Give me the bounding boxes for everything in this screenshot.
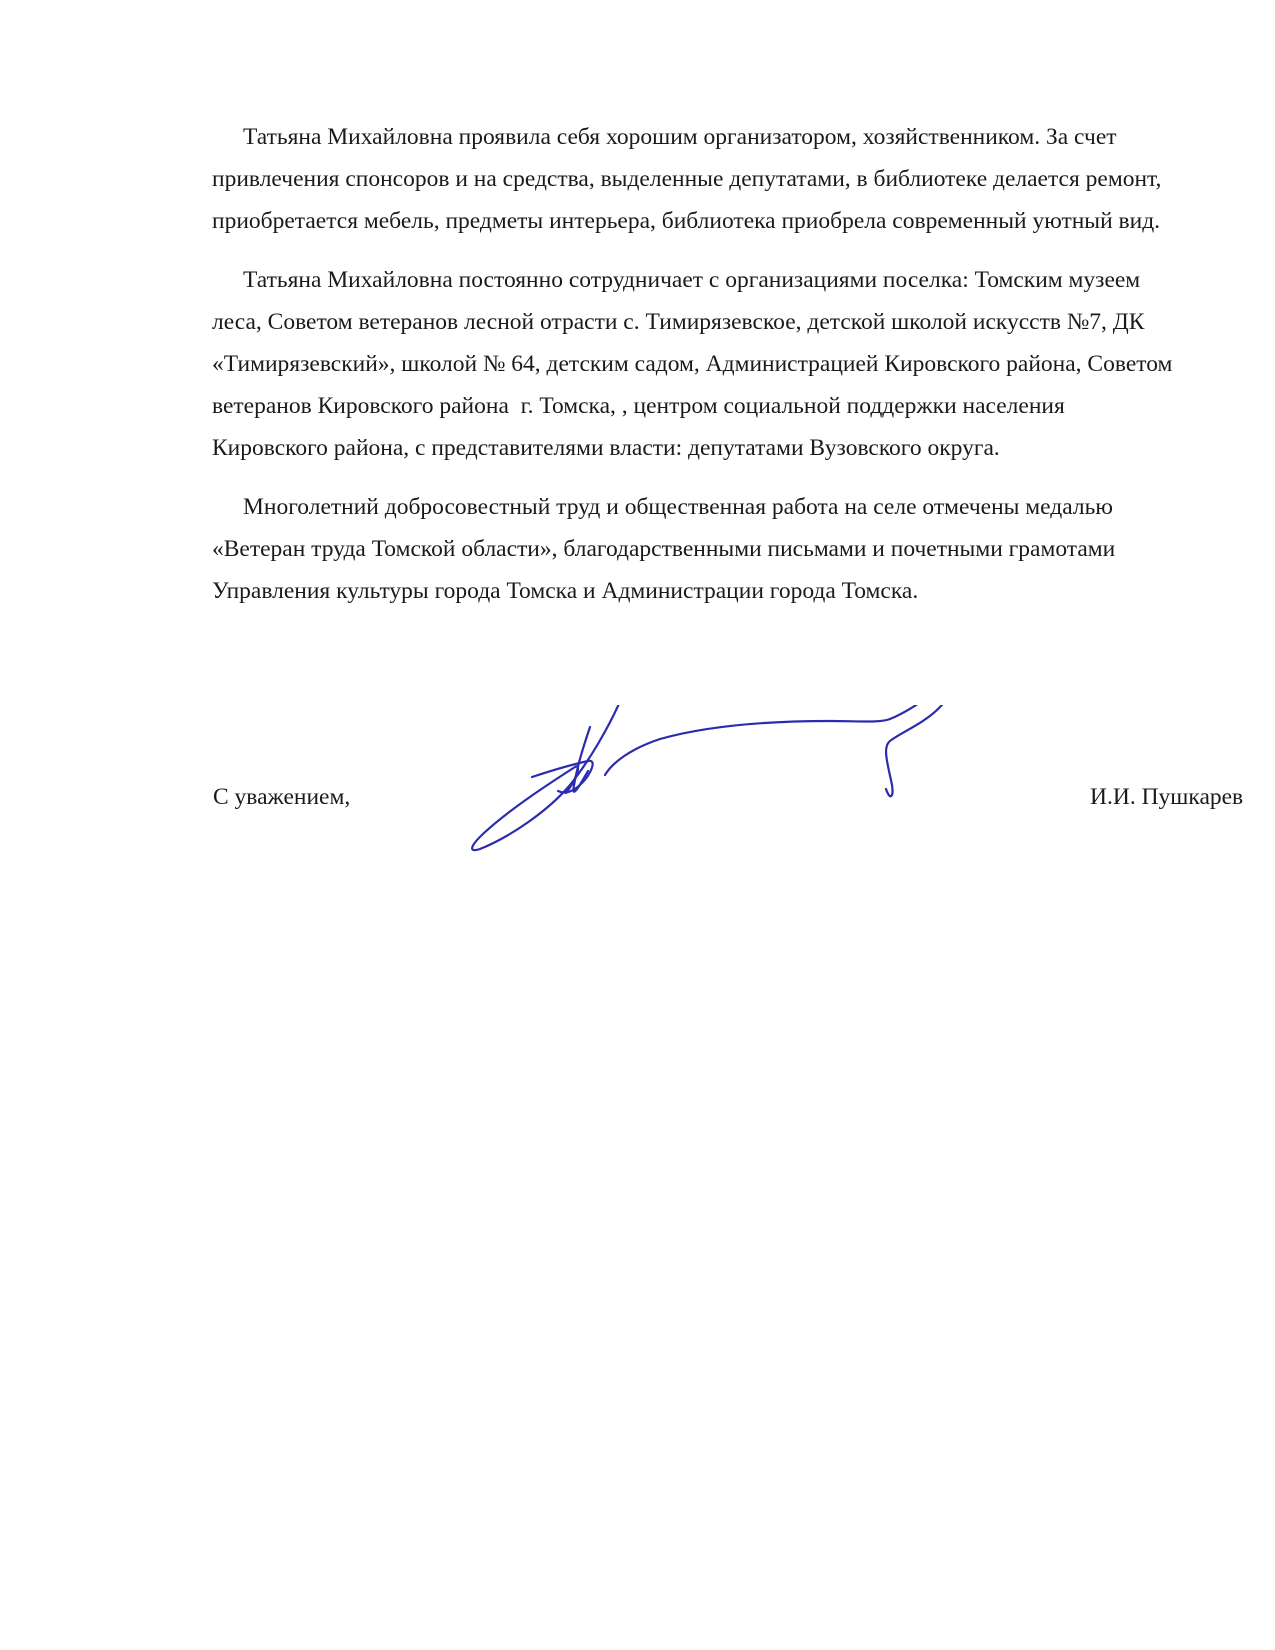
paragraph-line: леса, Советом ветеранов лесной отрасти с. Тимирязевское, детской школой искусств №7, ДК bbox=[212, 309, 1145, 335]
signer-name: И.И. Пушкарев bbox=[1090, 784, 1244, 810]
paragraph-cooperation bbox=[212, 259, 1252, 469]
paragraph-line: привлечения спонсоров и на средства, выделенные депутатами, в библиотеке делается ремонт, bbox=[212, 166, 1162, 192]
paragraph-organizer bbox=[212, 116, 1252, 242]
paragraph-line: Татьяна Михайловна постоянно сотрудничает с организациями поселка: Томским музеем bbox=[243, 267, 1141, 293]
closing-phrase: С уважением, bbox=[213, 784, 351, 810]
paragraph-awards bbox=[212, 486, 1252, 612]
signature-stroke bbox=[605, 705, 947, 796]
paragraph-line: «Ветеран труда Томской области», благодарственными письмами и почетными грамотами bbox=[212, 536, 1116, 562]
letter-body bbox=[212, 116, 1252, 629]
paragraph-line: Многолетний добросовестный труд и общественная работа на селе отмечены медалью bbox=[243, 494, 1113, 520]
paragraph-line: Татьяна Михайловна проявила себя хорошим организатором, хозяйственником. За счет bbox=[243, 124, 1117, 150]
paragraph-line: Управления культуры города Томска и Администрации города Томска. bbox=[212, 578, 919, 604]
signature-strokes bbox=[472, 705, 946, 850]
paragraph-line: приобретается мебель, предметы интерьера, библиотека приобрела современный уютный вид. bbox=[212, 208, 1161, 234]
paragraph-line: «Тимирязевский», школой № 64, детским садом, Администрацией Кировского района, Советом bbox=[212, 351, 1173, 377]
handwritten-signature bbox=[470, 705, 990, 895]
paragraph-line: ветеранов Кировского района г. Томска, , центром социальной поддержки населения bbox=[212, 393, 1065, 419]
signature-stroke bbox=[472, 705, 622, 850]
paragraph-line: Кировского района, с представителями власти: депутатами Вузовского округа. bbox=[212, 435, 1000, 461]
